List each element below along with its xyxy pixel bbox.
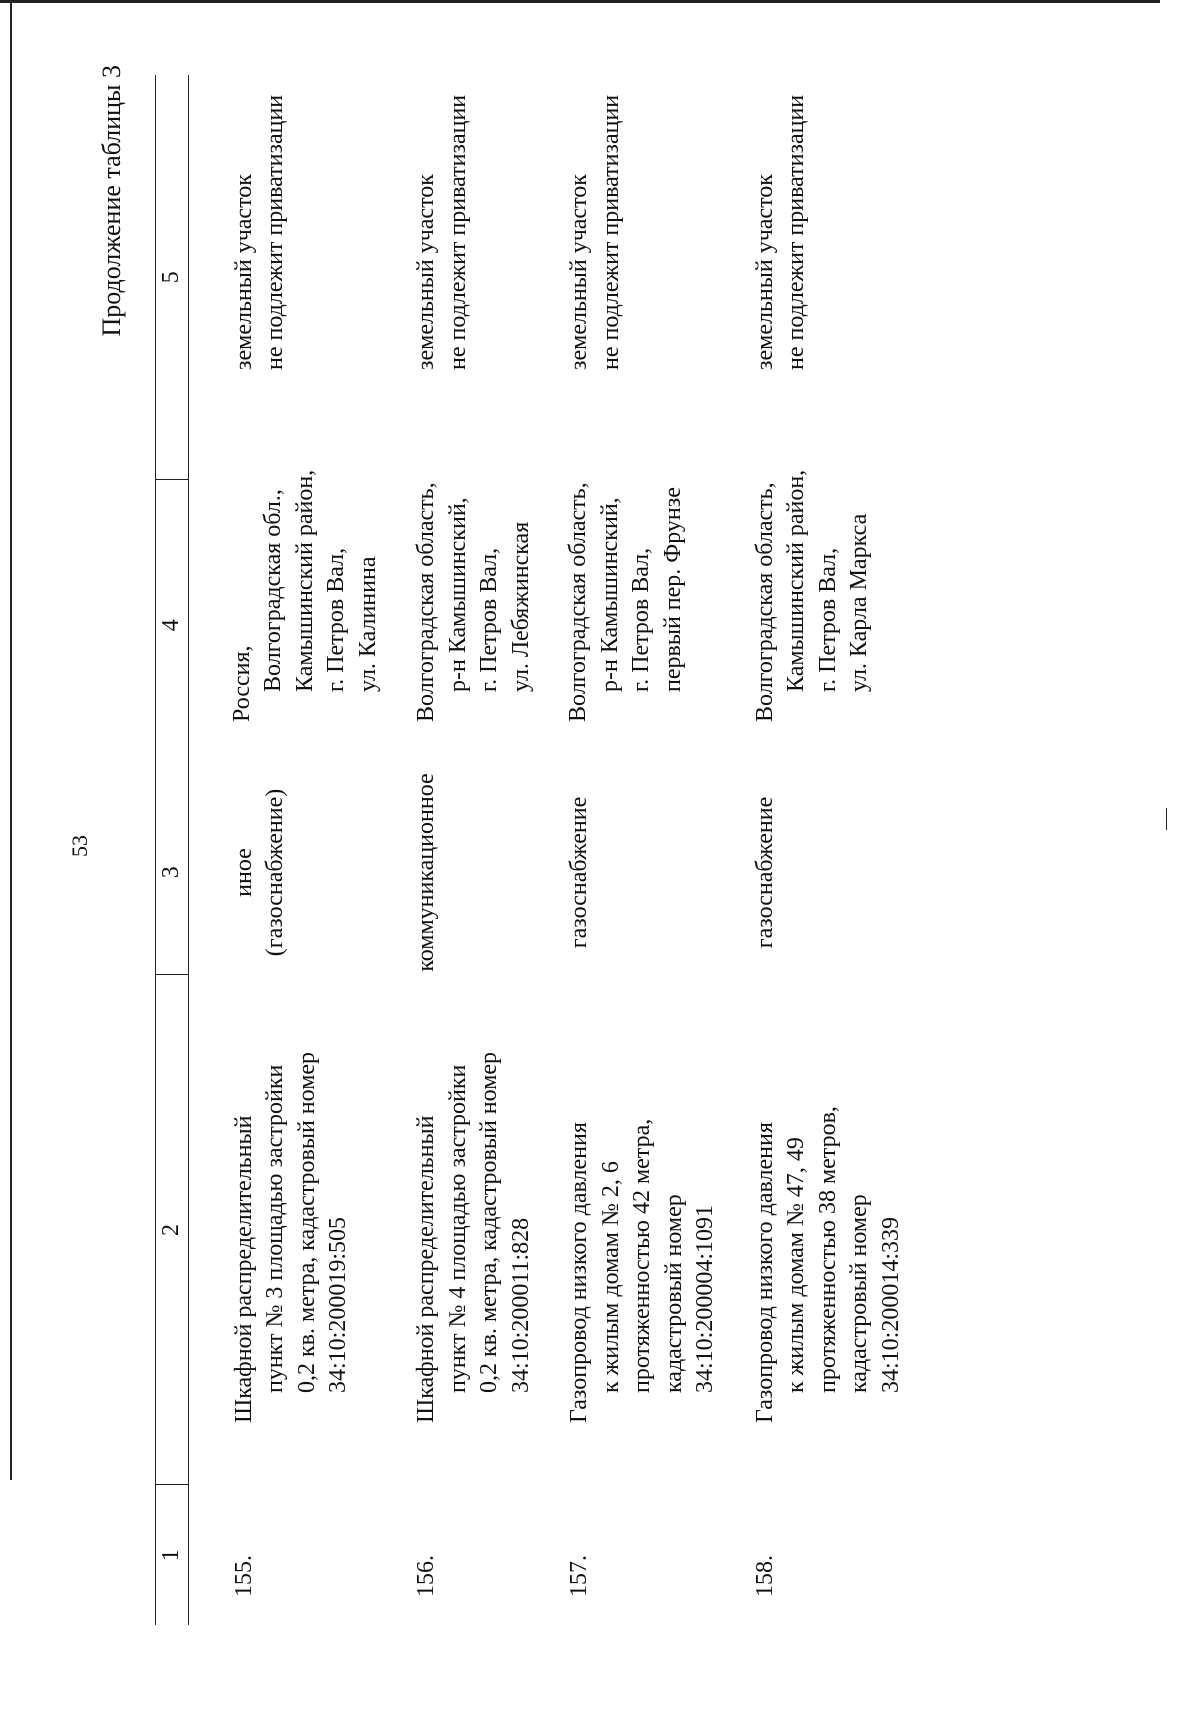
row-number: 157. xyxy=(566,1555,592,1597)
land-line: не подлежит приватизации xyxy=(444,94,471,370)
column-number-row xyxy=(156,75,189,1625)
purpose-line: газоснабжение xyxy=(751,796,778,949)
object-description xyxy=(188,975,384,1485)
address-line: г. Петров Вал, xyxy=(323,547,349,692)
land-line: земельный участок xyxy=(413,174,439,370)
row-number: 158. xyxy=(751,1555,778,1597)
address-line: Волгоградская область, xyxy=(751,482,778,722)
object-line: 34:10:200004:1091 xyxy=(692,1204,718,1393)
address-line: ул. Калинина xyxy=(354,556,381,692)
purpose-cell xyxy=(722,770,908,975)
address-line: Волгоградская обл., xyxy=(260,489,286,692)
object-line: протяженностью 38 метров, xyxy=(814,1106,841,1393)
purpose-cell xyxy=(384,770,537,975)
purpose-cell xyxy=(537,770,722,975)
purpose-line: газоснабжение xyxy=(566,796,592,949)
column-header-3: 3 xyxy=(156,770,189,975)
address-line: г. Петров Вал, xyxy=(476,547,502,692)
purpose-cell xyxy=(188,770,384,975)
object-description xyxy=(722,975,908,1485)
page-number: 53 xyxy=(67,835,92,857)
address-line: г. Петров Вал, xyxy=(814,547,841,692)
table-caption: Продолжение таблицы 3 xyxy=(97,65,126,337)
scan-edge-line-left xyxy=(10,0,12,1480)
address-line: Камышинский район, xyxy=(783,469,809,692)
object-line: Шкафной распределительный xyxy=(413,1115,439,1423)
table-row xyxy=(537,75,722,1625)
object-line: 0,2 кв. метра, кадастровый номер xyxy=(476,1051,502,1393)
property-table xyxy=(155,75,907,1625)
land-line: не подлежит приватизации xyxy=(783,94,809,370)
land-cell xyxy=(384,75,537,480)
object-description xyxy=(537,975,722,1485)
table-row xyxy=(188,75,384,1625)
object-line: Газопровод низкого давления xyxy=(751,1122,778,1423)
address-line: ул. Карла Маркса xyxy=(846,513,872,692)
land-line: земельный участок xyxy=(566,174,592,370)
object-line: протяженностью 42 метра, xyxy=(629,1118,655,1393)
rotated-sheet xyxy=(95,35,1195,1625)
object-line: 34:10:200011:828 xyxy=(507,1217,534,1393)
address-line: Россия, xyxy=(228,645,255,722)
land-line: земельный участок xyxy=(751,174,778,370)
scan-edge-line-top xyxy=(0,0,1160,3)
row-number: 155. xyxy=(230,1555,257,1597)
land-cell xyxy=(722,75,908,480)
purpose-line: иное xyxy=(230,848,257,897)
object-line: Газопровод низкого давления xyxy=(566,1122,592,1423)
land-line: земельный участок xyxy=(230,174,257,370)
address-line: Волгоградская область, xyxy=(413,482,439,722)
address-cell xyxy=(188,469,384,770)
object-line: пункт № 4 площадью застройки xyxy=(444,1064,471,1393)
column-header-5: 5 xyxy=(156,75,189,480)
address-cell xyxy=(537,480,722,770)
row-number: 156. xyxy=(413,1555,439,1597)
table-row xyxy=(722,75,908,1625)
address-line: первый пер. Фрунзе xyxy=(659,487,686,692)
object-line: 34:10:200014:339 xyxy=(877,1216,904,1393)
land-line: не подлежит приватизации xyxy=(262,94,288,370)
column-header-4: 4 xyxy=(156,480,189,770)
address-line: Волгоградская область, xyxy=(565,482,591,722)
address-line: ул. Лебяжинская xyxy=(507,521,534,692)
column-header-2: 2 xyxy=(156,975,189,1485)
address-line: р-н Камышинский, xyxy=(444,497,471,692)
address-line: г. Петров Вал, xyxy=(628,547,654,692)
address-cell xyxy=(722,469,908,770)
land-cell xyxy=(537,75,722,480)
object-line: 0,2 кв. метра, кадастровый номер xyxy=(293,1051,320,1393)
object-line: к жилым домам № 47, 49 xyxy=(783,1137,809,1393)
object-line: кадастровый номер xyxy=(846,1194,872,1393)
land-line: не подлежит приватизации xyxy=(597,94,624,370)
object-line: Шкафной распределительный xyxy=(230,1115,257,1423)
object-description xyxy=(384,975,537,1485)
land-cell xyxy=(188,75,384,480)
object-line: пункт № 3 площадью застройки xyxy=(262,1064,288,1393)
table-row xyxy=(384,75,537,1625)
object-line: к жилым домам № 2, 6 xyxy=(597,1161,624,1393)
address-cell xyxy=(384,480,537,770)
object-line: кадастровый номер xyxy=(660,1194,687,1393)
object-line: 34:10:200019:505 xyxy=(325,1216,351,1393)
purpose-line: коммуникационное xyxy=(413,773,439,972)
address-line: р-н Камышинский, xyxy=(596,497,623,692)
column-header-1: 1 xyxy=(156,1485,189,1625)
purpose-line: (газоснабжение) xyxy=(262,788,288,957)
address-line: Камышинский район, xyxy=(291,469,318,692)
